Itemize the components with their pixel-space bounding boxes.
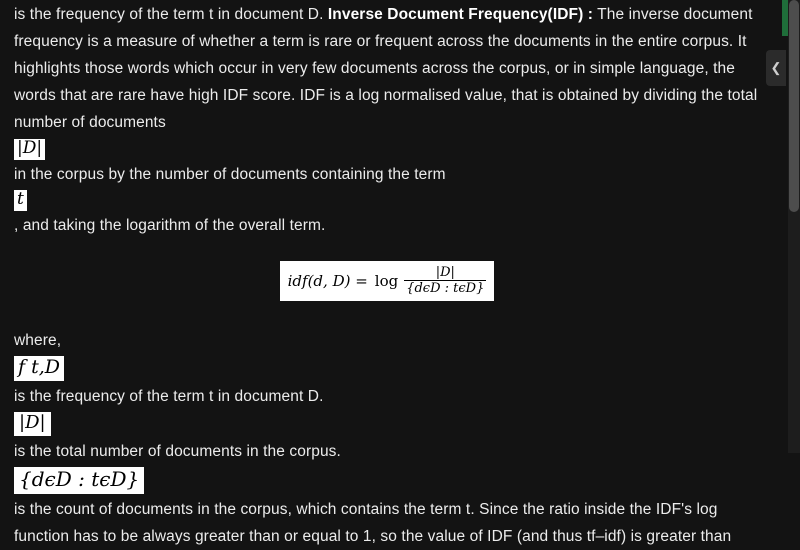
formula-denominator: {dϵD : tϵD} [406, 281, 485, 297]
paragraph-term-frequency-desc: is the frequency of the term t in document D. [14, 387, 324, 405]
collapse-panel-button[interactable] [766, 50, 786, 86]
paragraph-corpus-term: in the corpus by the number of documents containing the term [14, 165, 446, 183]
paragraph-total-docs-desc: is the total number of documents in the corpus. [14, 442, 341, 460]
inline-math-line-total-docs [14, 410, 760, 438]
inline-math-line-doc-count [14, 136, 760, 161]
formula-numerator: |D| [435, 264, 455, 280]
math-total-docs-corpus: |D| [14, 412, 51, 436]
term-heading-idf: Inverse Document Frequency(IDF) : [327, 6, 594, 23]
math-term-frequency: f t,D [14, 356, 64, 381]
paragraph-rest-text: The inverse document frequency is a measure of whether a term is rare or frequent across the documents in the entire corpus. It highlights those words which occur in very few documents across the corpus, or in simple language, the words that are rare have high IDF score. IDF is a log normalised value, that is obtained by dividing the total number of documents [14, 6, 758, 131]
paragraph-lead-text: is the frequency of the term t in document D. [14, 6, 328, 23]
formula-idf [280, 261, 495, 301]
paragraph-logarithm: , and taking the logarithm of the overall term. [14, 216, 326, 234]
formula-lhs: idf(d, D) = [287, 271, 368, 290]
math-total-documents: |D| [14, 139, 45, 160]
math-term-t: t [14, 190, 27, 211]
paragraph-where: where, [14, 331, 62, 349]
chevron-left-icon: ❮ [770, 60, 782, 75]
scrollbar-thumb[interactable] [789, 0, 799, 212]
vertical-scrollbar[interactable] [788, 0, 800, 453]
paragraph-idf-definition [14, 0, 760, 136]
formula-log-operator: log [374, 271, 399, 290]
inline-math-line-term [14, 188, 760, 212]
inline-math-line-doc-set [14, 465, 760, 496]
math-document-set: {dϵD : tϵD} [14, 467, 144, 494]
formula-block-idf [14, 261, 760, 301]
inline-math-line-term-freq [14, 354, 760, 383]
paragraph-doc-count-desc: is the count of documents in the corpus, which contains the term t. Since the ratio inside the IDF's log function has to be always greater than or equal to 1, so the value of IDF (and thus tf–idf) is greater than [14, 500, 732, 545]
formula-fraction [404, 266, 486, 296]
